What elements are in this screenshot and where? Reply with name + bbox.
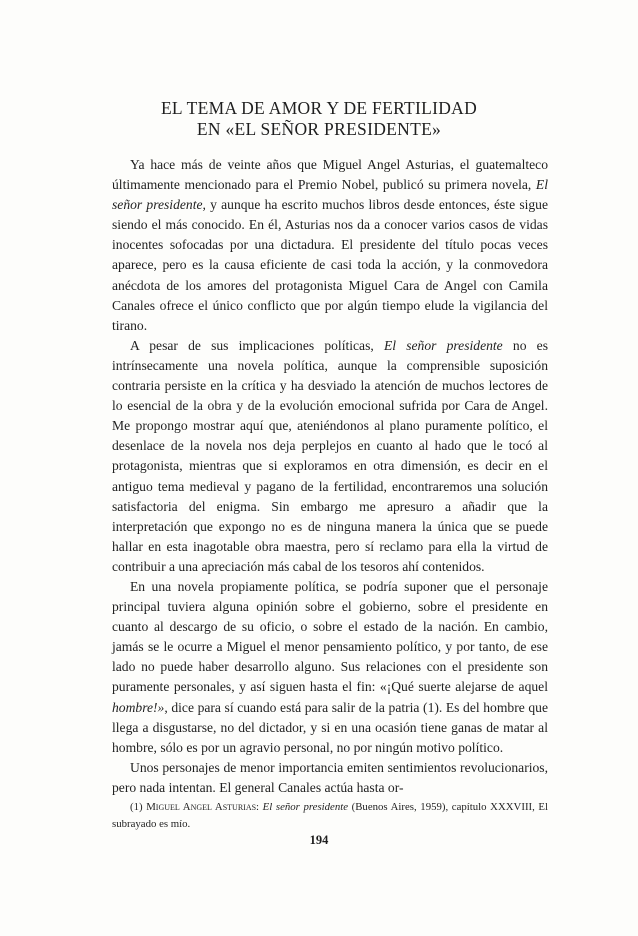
article-title-line-2: EN «EL SEÑOR PRESIDENTE» [196,119,442,139]
footnote-details: (Buenos Aires, 1959), capítulo XXXVIII, El subrayado es mío. [112,801,549,830]
paragraph-1-text-b: y aunque ha escrito muchos libros desde entonces, éste sigue siendo el más conocido. En él, Asturias nos da a conocer varios casos de vidas inocentes sofocadas por una dictadura. El presidente del título pocas veces aparece, pero es la causa eficiente de casi toda la acción, y la conmovedora anécdota de los amores del protagonista Miguel Cara de Angel con Camila Canales ofrece el único conflicto que por algún tiempo elude la vigilancia del tirano. [112,197,549,333]
paragraph-4-text-a: Unos personajes de menor importancia emiten sentimientos revolucionarios, pero nada intentan. El general Canales actúa hasta or- [112,759,548,795]
footnote-work-title: El señor presidente [262,801,349,813]
paragraph-2 [112,336,548,577]
paragraph-2-text-a: A pesar de sus implicaciones políticas, [130,337,384,353]
article-title-line-1: EL TEMA DE AMOR Y DE FERTILIDAD [160,98,478,118]
paragraph-2-text-b: no es intrínsecamente una novela política, aunque la comprensible suposición contraria persiste en la crítica y ha desviado la atención de muchos lectores de lo esencial de la obra y de la evolución emocional sufrida por Cara de Angel. Me propongo mostrar aquí que, ateniéndonos al plano puramente político, el desenlace de la novela nos deja perplejos en cuanto al hado que le tocó al protagonista, mientras que si exploramos en otra dimensión, es decir en el antiguo tema medieval y pagano de la fertilidad, encontraremos una solución satisfactoria del enigma. Sin embargo me apresuro a añadir que la interpretación que expongo no es de ninguna manera la única que se puede hallar en esta inagotable obra maestra, pero sí reclamo para ella la virtud de contribuir a una apreciación más cabal de los tesoros ahí contenidos. [112,337,548,574]
article-body [112,155,548,798]
paragraph-3-italic: hombre!» [112,699,165,715]
paragraph-1-text-a: Ya hace más de veinte años que Miguel Angel Asturias, el guatemalteco últimamente mencionado para el Premio Nobel, publicó su primera novela, [112,157,548,193]
paragraph-3 [112,577,548,758]
paragraph-3-text-b: , dice para sí cuando está para salir de la patria (1). Es del hombre que llega a disgustarse, no del dictador, y si en una ocasión tiene ganas de matar al hombre, sólo es por un agravio personal, no por ningún motivo político. [112,699,548,755]
footnote-1 [112,799,548,833]
paragraph-3-text-a: En una novela propiamente política, se podría suponer que el personaje principal tuviera alguna opinión sobre el gobierno, sobre el presidente en cuanto al descargo de su oficio, o sobre el estado de la nación. En cambio, jamás se le ocurre a Miguel el menor pensamiento político, y por tanto, de ese lado no puede haber desarrollo alguno. Sus relaciones con el presidente son puramente personales, y así siguen hasta el fin: «¡Qué suerte alejarse de aquel [112,578,548,695]
footnote-number: (1) [130,801,143,813]
paragraph-4 [112,758,548,798]
paragraph-2-italic: El señor presidente [383,337,503,353]
paragraph-1-italic: El señor presidente, [112,177,548,213]
footnote [112,799,548,833]
footnote-author: Miguel Angel Asturias: [146,801,260,813]
paragraph-1 [112,155,548,336]
page-number: 194 [309,833,329,847]
